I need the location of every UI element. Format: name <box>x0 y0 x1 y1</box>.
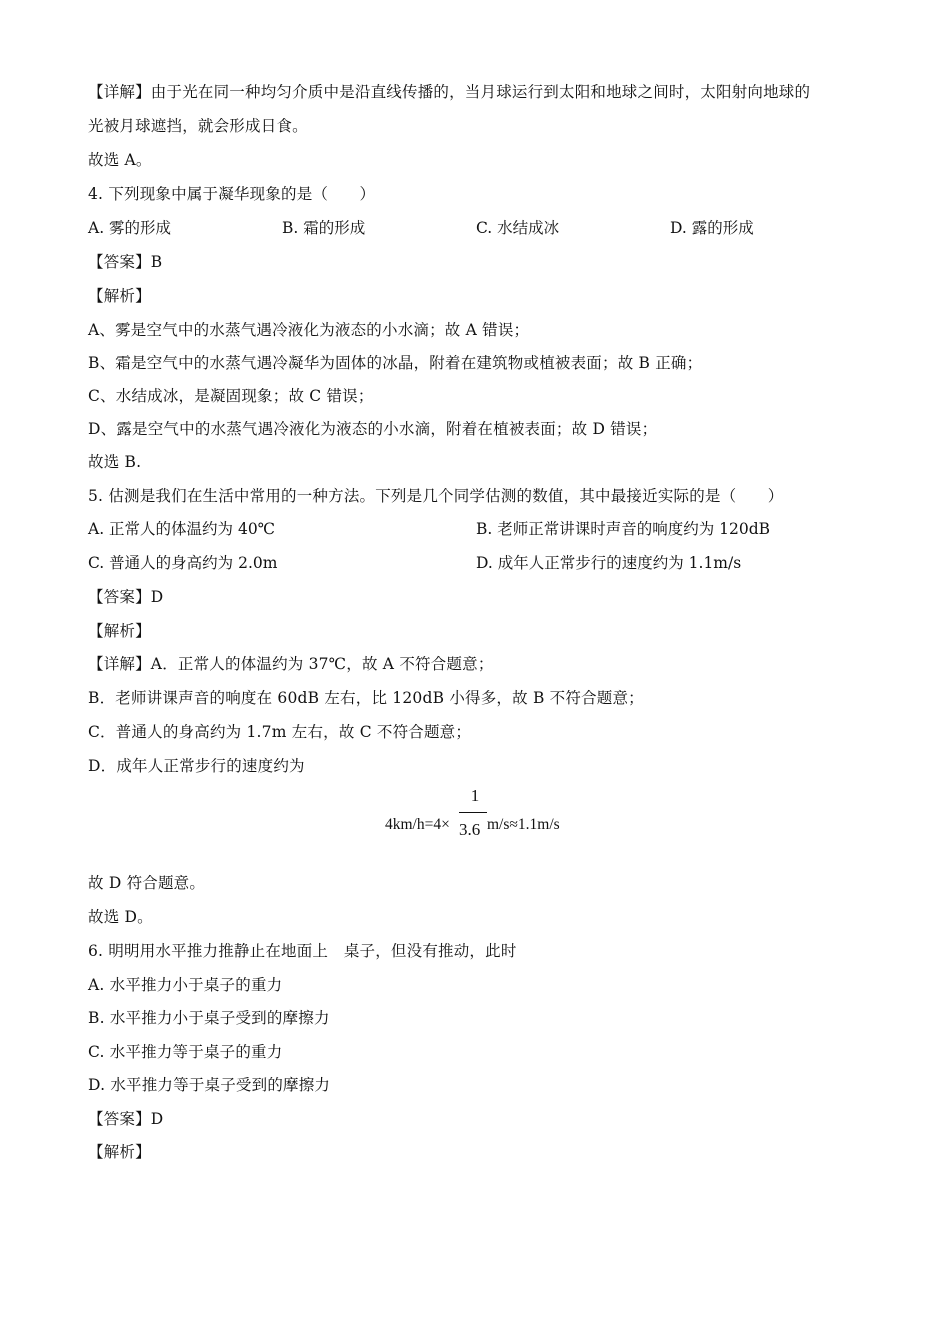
q4-option-b: B. 霜的形成 <box>282 219 366 237</box>
q5-option-a: A. 正常人的体温约为 40℃ <box>88 520 276 538</box>
formula-suffix: m/s≈1.1m/s <box>487 816 560 833</box>
q4-question: 4. 下列现象中属于凝华现象的是（ ） <box>88 185 376 203</box>
q4-analysis-d: D、露是空气中的水蒸气遇冷液化为液态的小水滴，附着在植被表面；故 D 错误； <box>88 420 658 438</box>
q4-option-d: D. 露的形成 <box>670 219 754 237</box>
q5-detail-d: D．成年人正常步行的速度约为 <box>88 757 305 775</box>
q5-option-d: D. 成年人正常步行的速度约为 1.1m/s <box>476 554 742 572</box>
q4-option-a: A. 雾的形成 <box>88 219 172 237</box>
q4-analysis-c: C、水结成冰，是凝固现象；故 C 错误； <box>88 387 374 405</box>
q6-option-c: C. 水平推力等于桌子的重力 <box>88 1043 283 1061</box>
q5-detail-a: 【详解】A．正常人的体温约为 37℃，故 A 不符合题意； <box>88 655 494 673</box>
q6-analysis-heading: 【解析】 <box>88 1143 151 1161</box>
fraction-numerator: 1 <box>470 786 480 805</box>
q6-question: 6. 明明用水平推力推静止在地面上 桌子，但没有推动，此时 <box>88 942 517 960</box>
q6-option-b: B. 水平推力小于桌子受到的摩擦力 <box>88 1009 330 1027</box>
q3-explanation-line2: 光被月球遮挡，就会形成日食。 <box>88 117 308 135</box>
speed-conversion-formula <box>385 786 625 846</box>
q5-question: 5. 估测是我们在生活中常用的一种方法。下列是几个同学估测的数值，其中最接近实际的是（ ） <box>88 487 784 505</box>
q5-analysis-heading: 【解析】 <box>88 622 151 640</box>
q6-answer: 【答案】D <box>88 1110 164 1128</box>
q5-detail-b: B．老师讲课声音的响度在 60dB 左右，比 120dB 小得多，故 B 不符合题意； <box>88 689 644 707</box>
q4-analysis-a: A、雾是空气中的水蒸气遇冷液化为液态的小水滴；故 A 错误； <box>88 321 530 339</box>
fraction-denominator: 3.6 <box>459 820 481 839</box>
q3-explanation-line1: 【详解】由于光在同一种均匀介质中是沿直线传播的，当月球运行到太阳和地球之间时，太阳射向地球的 <box>88 83 811 101</box>
q5-option-b: B. 老师正常讲课时声音的响度约为 120dB <box>476 520 771 538</box>
q5-conclusion: 故 D 符合题意。 <box>88 874 206 892</box>
q5-selection: 故选 D。 <box>88 908 153 926</box>
q6-option-d: D. 水平推力等于桌子受到的摩擦力 <box>88 1076 331 1094</box>
q4-answer: 【答案】B <box>88 253 163 271</box>
q6-option-a: A. 水平推力小于桌子的重力 <box>88 976 283 994</box>
q5-answer: 【答案】D <box>88 588 164 606</box>
q4-analysis-heading: 【解析】 <box>88 287 151 305</box>
q4-analysis-b: B、霜是空气中的水蒸气遇冷凝华为固体的冰晶，附着在建筑物或植被表面；故 B 正确； <box>88 354 703 372</box>
fraction-bar <box>459 812 487 813</box>
q3-selection: 故选 A。 <box>88 151 152 169</box>
formula-prefix: 4km/h=4× <box>385 816 450 833</box>
q5-option-c: C. 普通人的身高约为 2.0m <box>88 554 278 572</box>
q4-option-c: C. 水结成冰 <box>476 219 560 237</box>
q4-selection: 故选 B. <box>88 453 142 471</box>
q5-detail-c: C．普通人的身高约为 1.7m 左右，故 C 不符合题意； <box>88 723 472 741</box>
